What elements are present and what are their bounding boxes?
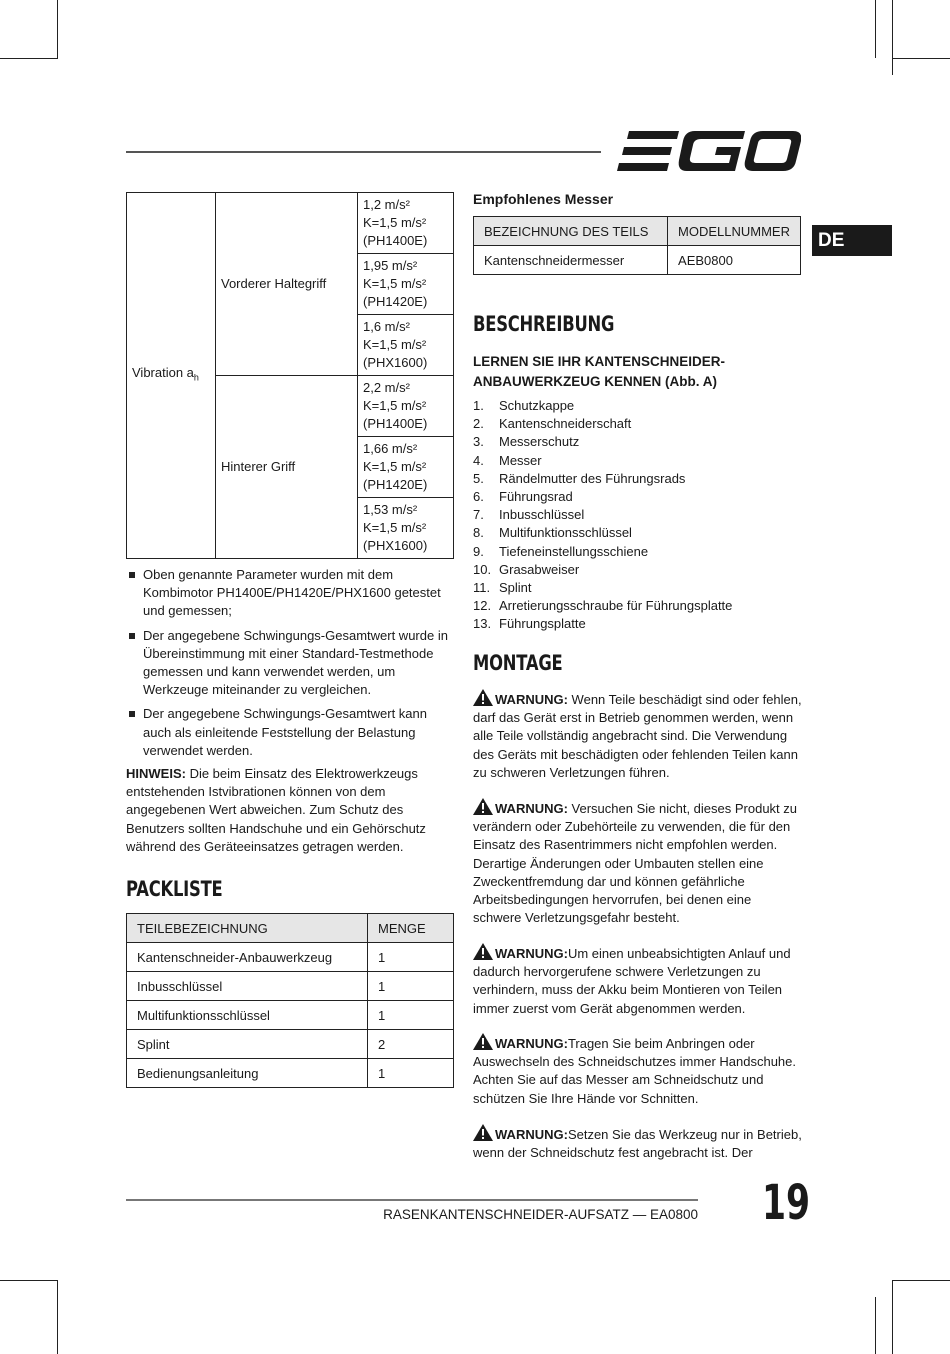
list-item: 8. Multifunktionsschlüssel bbox=[473, 525, 632, 541]
vibration-table bbox=[126, 192, 454, 559]
table-row bbox=[127, 1030, 454, 1059]
warning-paragraph: WARNUNG:Setzen Sie das Werkzeug nur in Betrieb, wenn der Schneidschutz fest angebracht ist. Der bbox=[473, 1124, 803, 1162]
section-heading-beschreibung: BESCHREIBUNG bbox=[473, 312, 615, 336]
warning-paragraph: WARNUNG: Wenn Teile beschädigt sind oder fehlen, darf das Gerät erst in Betrieb genommen werden, wenn alle Teile vollständig angebracht sind. Die Verwendung des Geräts mit beschädigten oder fehlenden Teilen kann zu schweren Verletzungen führen. bbox=[473, 689, 803, 782]
list-item: 13. Führungsplatte bbox=[473, 616, 586, 632]
list-item: Der angegebene Schwingungs-Gesamtwert kann auch als einleitende Feststellung der Belastung verwendet werden. bbox=[126, 705, 456, 760]
crop-mark bbox=[0, 1280, 58, 1281]
parameter-notes-list bbox=[126, 566, 456, 766]
note-paragraph: HINWEIS: Die beim Einsatz des Elektrowerkzeugs entstehenden Istvibrationen können von dem angegebenen Wert abweichen. Zum Schutz des Benutzers sollten Handschuhe und ein Gehörschutz während des Geräteeinsatzes getragen werden. bbox=[126, 766, 426, 854]
vibration-value: 2,2 m/s² K=1,5 m/s² (PH1400E) bbox=[358, 376, 454, 437]
column-header: TEILEBEZEICHNUNG bbox=[127, 914, 368, 943]
column-header: BEZEICHNUNG DES TEILS bbox=[474, 217, 668, 246]
list-item: 7. Inbusschlüssel bbox=[473, 507, 585, 523]
table-cell: 1 bbox=[368, 972, 454, 1001]
warning-triangle-icon bbox=[473, 798, 493, 815]
list-item: 6. Führungsrad bbox=[473, 489, 573, 505]
list-item: 10. Grasabweiser bbox=[473, 561, 580, 577]
list-item: 12. Arretierungsschraube für Führungsplatte bbox=[473, 598, 733, 614]
crop-mark bbox=[892, 1280, 950, 1281]
packing-list-table bbox=[126, 913, 454, 1088]
crop-mark bbox=[0, 58, 58, 59]
table-cell: Splint bbox=[127, 1030, 368, 1059]
vibration-value: 1,66 m/s² K=1,5 m/s² (PH1420E) bbox=[358, 437, 454, 498]
warning-triangle-icon bbox=[473, 1033, 493, 1050]
list-item: 11. Splint bbox=[473, 580, 532, 596]
table-cell: Inbusschlüssel bbox=[127, 972, 368, 1001]
language-badge: DE bbox=[812, 225, 892, 256]
crop-mark bbox=[892, 0, 893, 75]
footer-title: RASENKANTENSCHNEIDER-AUFSATZ — EA0800 bbox=[383, 1207, 698, 1222]
recommended-blade-title: Empfohlenes Messer bbox=[473, 191, 614, 207]
list-item: 5. Rändelmutter des Führungsrads bbox=[473, 470, 686, 486]
crop-mark bbox=[57, 0, 58, 58]
header-rule bbox=[126, 151, 601, 153]
grip-label: Vorderer Haltegriff bbox=[216, 193, 358, 376]
table-cell: Bedienungsanleitung bbox=[127, 1059, 368, 1088]
vibration-value: 1,2 m/s² K=1,5 m/s² (PH1400E) bbox=[358, 193, 454, 254]
footer-rule bbox=[126, 1199, 698, 1201]
recommended-blade-table bbox=[473, 216, 801, 275]
list-item: 4. Messer bbox=[473, 452, 542, 468]
table-cell: AEB0800 bbox=[668, 246, 801, 275]
crop-mark bbox=[57, 1280, 58, 1354]
section-heading-montage: MONTAGE bbox=[473, 651, 563, 675]
column-header: MODELLNUMMER bbox=[668, 217, 801, 246]
list-item: Der angegebene Schwingungs-Gesamtwert wurde in Übereinstimmung mit einer Standard-Testmethode gemessen und kann verwendet werden, um Werkzeuge miteinander zu vergleichen. bbox=[126, 627, 456, 700]
warning-triangle-icon bbox=[473, 943, 493, 960]
list-item: Oben genannte Parameter wurden mit dem Kombimotor PH1400E/PH1420E/PHX1600 getestet und gemessen; bbox=[126, 566, 456, 621]
crop-mark bbox=[875, 1297, 876, 1354]
table-row bbox=[127, 1001, 454, 1030]
warning-triangle-icon bbox=[473, 689, 493, 706]
page-number: 19 bbox=[762, 1175, 811, 1231]
table-cell: 1 bbox=[368, 1001, 454, 1030]
table-row bbox=[127, 943, 454, 972]
section-heading-packliste: PACKLISTE bbox=[126, 877, 223, 901]
warning-paragraph: WARNUNG: Versuchen Sie nicht, dieses Produkt zu verändern oder Zubehörteile zu verwenden, die für den Einsatz des Rasentrimmers nicht empfohlen werden. Derartige Änderungen oder Umbauten stellen eine Zweckentfremdung dar und können gefährliche Arbeitsbedingungen hervorrufen, bei denen eine schwere Verletzungsgefahr besteht. bbox=[473, 798, 803, 927]
table-row bbox=[474, 246, 801, 275]
table-cell: Kantenschneidermesser bbox=[474, 246, 668, 275]
grip-label: Hinterer Griff bbox=[216, 376, 358, 559]
crop-mark bbox=[892, 58, 950, 59]
warning-paragraph: WARNUNG:Tragen Sie beim Anbringen oder Auswechseln des Schneidschutzes immer Handschuhe. Achten Sie auf das Messer am Schneidschutz und schützen Sie Ihre Hände vor Schnitten. bbox=[473, 1033, 803, 1108]
table-cell: 2 bbox=[368, 1030, 454, 1059]
table-cell: Kantenschneider-Anbauwerkzeug bbox=[127, 943, 368, 972]
list-item: 2. Kantenschneiderschaft bbox=[473, 416, 632, 432]
list-item: 9. Tiefeneinstellungsschiene bbox=[473, 543, 649, 559]
column-header: MENGE bbox=[368, 914, 454, 943]
parts-list bbox=[473, 397, 803, 634]
warning-paragraph: WARNUNG:Um einen unbeabsichtigten Anlauf und dadurch hervorgerufene schwere Verletzungen zu verhindern, muss der Akku beim Montieren von Teilen immer zuerst vom Gerät abgenommen werden. bbox=[473, 943, 803, 1018]
beschreibung-subheading: LERNEN SIE IHR KANTENSCHNEIDER- ANBAUWERKZEUG KENNEN (Abb. A) bbox=[473, 354, 726, 389]
ego-logo bbox=[617, 128, 801, 174]
table-cell: Multifunktionsschlüssel bbox=[127, 1001, 368, 1030]
warning-triangle-icon bbox=[473, 1124, 493, 1141]
vibration-label: Vibration $a_h$ bbox=[127, 193, 216, 559]
list-item: 1. Schutzkappe bbox=[473, 398, 575, 413]
crop-mark bbox=[892, 1280, 893, 1354]
list-item: 3. Messerschutz bbox=[473, 434, 580, 450]
vibration-value: 1,53 m/s² K=1,5 m/s² (PHX1600) bbox=[358, 498, 454, 559]
vibration-value: 1,95 m/s² K=1,5 m/s² (PH1420E) bbox=[358, 254, 454, 315]
table-cell: 1 bbox=[368, 1059, 454, 1088]
crop-mark bbox=[875, 0, 876, 58]
table-cell: 1 bbox=[368, 943, 454, 972]
table-row bbox=[127, 972, 454, 1001]
vibration-value: 1,6 m/s² K=1,5 m/s² (PHX1600) bbox=[358, 315, 454, 376]
table-row bbox=[127, 1059, 454, 1088]
